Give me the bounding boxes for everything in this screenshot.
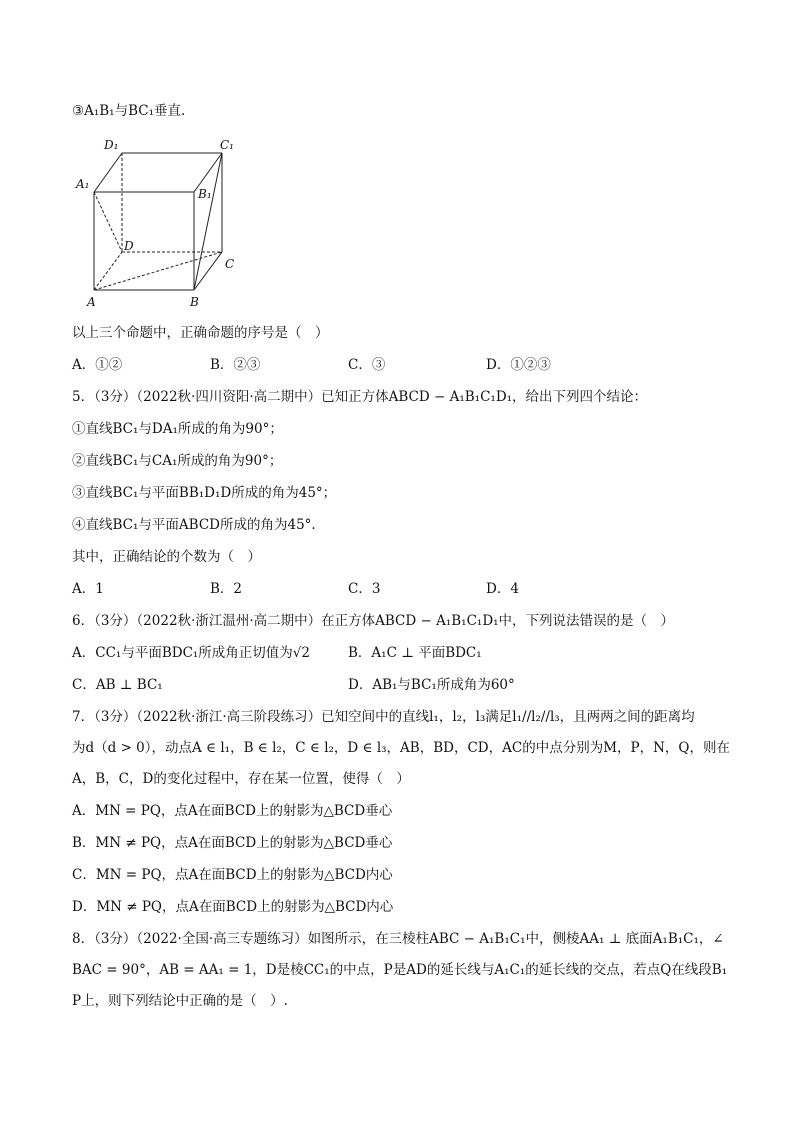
visible-edges	[94, 153, 222, 290]
q4-stem: 以上三个命题中，正确命题的序号是（ ）	[72, 325, 329, 341]
q7-option-d: D．MN ≠ PQ，点A在面BCD上的射影为△BCD内心	[72, 899, 394, 915]
q4-option-b: B．②③	[210, 357, 261, 373]
q8-line-2: BAC = 90°，AB = AA₁ = 1，D是棱CC₁的中点，P是AD的延长线与A₁C₁的延长线的交点，若点Q在线段B₁	[72, 962, 728, 978]
edge-A-D	[94, 252, 122, 290]
q7-line-3: A，B，C，D的变化过程中，存在某一位置，使得（ ）	[72, 771, 410, 787]
q5-option-c: C．3	[348, 581, 381, 597]
q5-option-a: A．1	[72, 581, 104, 597]
label-C1: C₁	[220, 138, 234, 152]
q5-statement-3: ③直线BC₁与平面BB₁D₁D所成的角为45°；	[72, 485, 337, 501]
edge-A-C	[94, 252, 222, 290]
label-D1: D₁	[104, 138, 119, 152]
q6-option-b: B．A₁C ⊥ 平面BDC₁	[348, 645, 482, 661]
q5-question: 其中，正确结论的个数为（ ）	[72, 549, 261, 565]
top-statement: ③A₁B₁与BC₁垂直.	[72, 103, 186, 119]
hidden-edges	[94, 153, 222, 290]
label-D: D	[124, 239, 134, 253]
q6-option-c: C．AB ⊥ BC₁	[72, 677, 163, 693]
label-A1: A₁	[76, 177, 90, 191]
q5-option-d: D．4	[486, 581, 519, 597]
q8-line-1: 8．（3分）（2022·全国·高三专题练习）如图所示，在三棱柱ABC − A₁B₁C₁中，侧棱AA₁ ⊥ 底面A₁B₁C₁，∠	[72, 931, 724, 947]
label-B1: B₁	[198, 187, 212, 201]
q6-stem: 6．（3分）（2022秋·浙江温州·高二期中）在正方体ABCD − A₁B₁C₁D₁中，下列说法错误的是（ ）	[72, 613, 675, 629]
edge-A1-D	[94, 192, 122, 252]
q7-option-b: B．MN ≠ PQ，点A在面BCD上的射影为△BCD垂心	[72, 835, 393, 851]
q4-option-a: A．①②	[72, 357, 123, 373]
q7-line-1: 7．（3分）（2022秋·浙江·高三阶段练习）已知空间中的直线l₁，l₂，l₃满足l₁//l₂//l₃，且两两之间的距离均	[72, 709, 695, 725]
q7-line-2: 为d（d > 0），动点A ∈ l₁，B ∈ l₂，C ∈ l₂，D ∈ l₃，AB，BD，CD，AC的中点分别为M，P，N，Q，则在	[72, 740, 730, 756]
q7-option-c: C．MN = PQ，点A在面BCD上的射影为△BCD内心	[72, 867, 393, 883]
q6-option-d: D．AB₁与BC₁所成角为60°	[348, 677, 515, 693]
cube-figure	[74, 132, 244, 312]
q5-statement-2: ②直线BC₁与CA₁所成的角为90°；	[72, 453, 283, 469]
q5-stem: 5．（3分）（2022秋·四川资阳·高二期中）已知正方体ABCD − A₁B₁C₁D₁，给出下列四个结论：	[72, 389, 648, 405]
q4-option-c: C．③	[348, 357, 386, 373]
q5-statement-4: ④直线BC₁与平面ABCD所成的角为45°.	[72, 517, 316, 533]
q8-line-3: P上，则下列结论中正确的是（ ）.	[72, 993, 288, 1009]
edge-A1-D1	[94, 153, 122, 192]
label-A: A	[87, 295, 96, 309]
label-B: B	[190, 295, 199, 309]
q6-option-a: A．CC₁与平面BDC₁所成角正切值为√2	[72, 645, 310, 661]
q7-option-a: A．MN = PQ，点A在面BCD上的射影为△BCD垂心	[72, 803, 393, 819]
q5-option-b: B．2	[210, 581, 243, 597]
label-C: C	[225, 257, 235, 271]
edge-B-C1	[194, 153, 222, 290]
q4-option-d: D．①②③	[486, 357, 551, 373]
q5-statement-1: ①直线BC₁与DA₁所成的角为90°；	[72, 421, 283, 437]
